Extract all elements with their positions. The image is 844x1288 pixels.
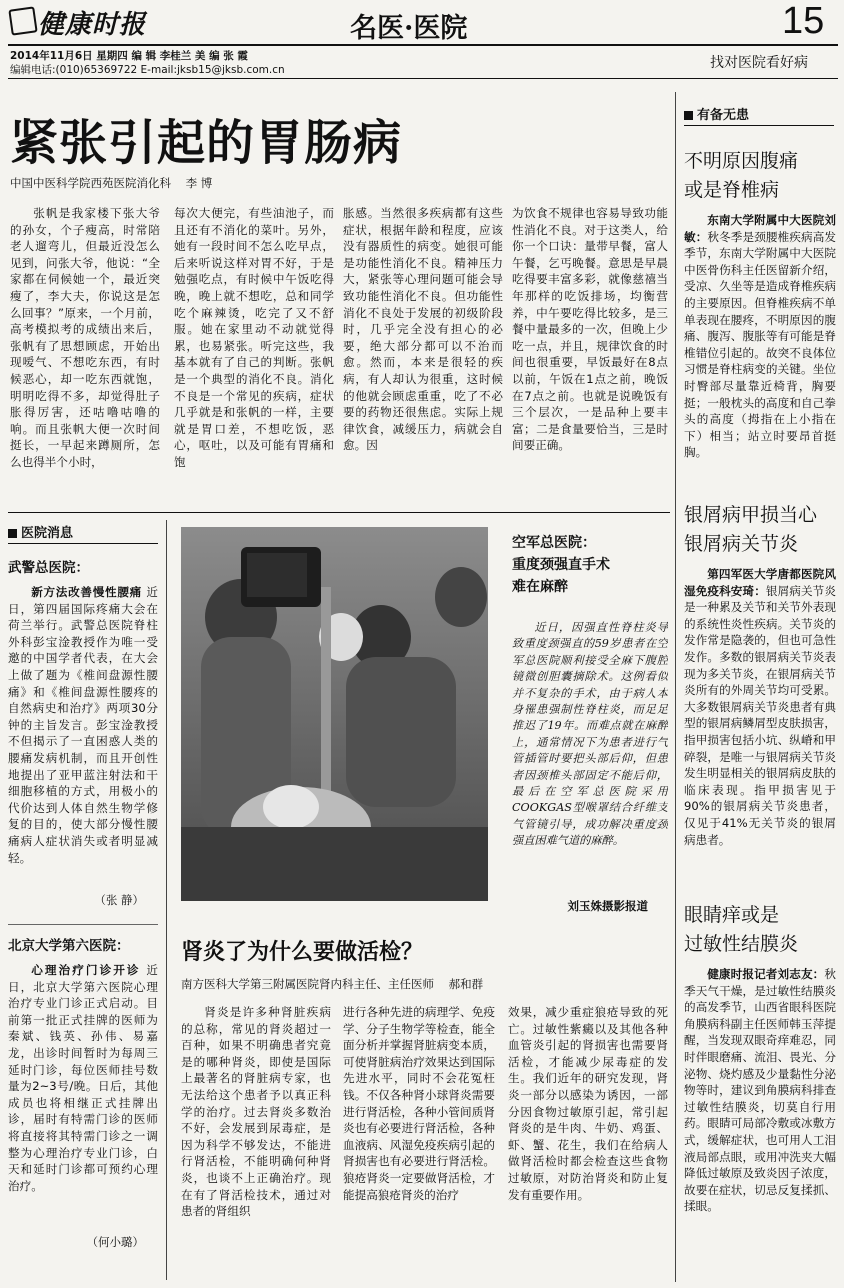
square-bullet-icon xyxy=(684,111,693,120)
logo-icon xyxy=(8,6,37,35)
main-article-col-1: 张帆是我家楼下张大爷的孙女，个子瘦高，时常陪老人遛弯儿，但最近没怎么见到，问张大爷，他说：“全家都在伺候她一个，最近突瘦了，李大夫，你说这是怎么回事？”原来，一个月前，高考模拟考的成绩出来后，张帆有了思想顾虑，开始出现嗳气、不想吃东西，有时候恶心，却一吃东西就饱，明明吃得不多，却觉得肚子胀得厉害，还咕噜咕噜的响。而且张帆大便一次时间挺长，一早起来蹲厕所，怎么也得半个小时， xyxy=(10,206,160,469)
main-article-col-2: 每次大便完，有些油池子，而且还有不消化的菜叶。另外，她有一段时间不怎么吃早点，后来听说这样对胃不好，于是勉强吃点，有时候中午饭吃得晚，晚上就不想吃，总和同学吃个麻辣烫，吃完了又不舒服。她在家里动不动就觉得累，也易紧张。听完这些，我基本就有了自己的判断。张帆是一个典型的消化不良。消化不良是一个常见的疾病，症状几乎就是和张帆的一样，主要就是胃口差，不想吃饭，恶心，呕吐，以及可能有胃痛和饱 xyxy=(174,206,334,469)
kidney-article-byline: 南方医科大学第三附属医院肾内科主任、主任医师 郝和群 xyxy=(181,977,484,991)
slogan: 找对医院看好病 xyxy=(710,55,808,71)
sidebar-2-lead: 第四军医大学唐都医院风湿免疫科安琦： xyxy=(684,567,836,598)
photo-story-text: 近日，因强直性脊柱炎导致重度颈强直的59岁患者在空军总医院顺利接受全麻下腹腔镜微创胆囊摘除术。这例看似并不复杂的手术，由于病人本身罹患强制性脊柱炎，而足足推迟了19年。而难点就在麻醉上，通常情况下为患者进行气管插管时要把头部后仰，但患者因颈椎头部固定不能后仰，最后在空军总医院采用COOKGAS型喉罩结合纤维支气管镜引导，成功解决重度颈强直困难气道的麻醉。 xyxy=(512,621,668,848)
news-item-2-headline: 心理治疗门诊开诊 xyxy=(31,963,141,977)
masthead-logo: 健康时报 xyxy=(38,10,147,40)
square-bullet-icon xyxy=(8,529,17,538)
news-item-2-author: （何小璐） xyxy=(86,1235,144,1249)
photo-story-headline-2: 重度颈强直手术 xyxy=(512,557,610,573)
news-item-1-author: （张 静） xyxy=(94,893,144,907)
main-article-byline: 中国中医科学院西苑医院消化科 李 博 xyxy=(10,176,213,190)
masthead xyxy=(0,0,844,80)
sidebar-article-2 xyxy=(684,500,836,898)
sidebar-header: 有备无患 xyxy=(684,104,834,126)
news-item-1 xyxy=(8,556,158,908)
section-title: 名医·医院 xyxy=(350,13,468,44)
main-article-col-3: 胀感。当然很多疾病都有这些症状，根据年龄和程度，应该没有器质性的病变。她很可能是功能性消化不良。精神压力大，紧张等心理问题可能会导致功能性消化不良。但功能性消化不良处于发展的初级阶段时，几乎完全没有担心的必要，绝大部分都可以不治而愈。然而，本来是很轻的疾病，有人却认为很重，这时候的他就会顾虑重重，吃了不必要的药物还很焦虑。实际上规律饮食，减缓压力，病就会自愈。因 xyxy=(343,206,503,453)
photo-story-headline-1: 空军总医院： xyxy=(512,535,596,551)
sidebar-1-title-2: 或是脊椎病 xyxy=(684,179,780,201)
sidebar-2-text: 银屑病关节炎是一种累及关节和关节外表现的系统性炎性疾病。关节炎的发作常是隐袭的，但也可急性发作。多数的银屑病关节炎表现为多关节炎，在银屑病关节炎所有的外周关节均可受累。大多数银屑病关节炎患者有典型的银屑病鳞屑型皮肤损害，指甲损害包括小坑、纵嵴和甲碎裂，是唯一与银屑病关节炎发生明显相关的银屑病皮肤的临床表现。指甲损害见于90%的银屑病关节炎患者，仅见于41%无关节炎的银屑病患者。 xyxy=(684,583,836,847)
sidebar-1-lead: 东南大学附属中大医院刘敏： xyxy=(684,213,836,244)
photo-story-credit: 刘玉姝摄影报道 xyxy=(567,899,648,913)
kidney-article-col-3: 效果，减少重症狼疮导致的死亡。过敏性紫癜以及其他各种血管炎引起的肾损害也需要肾活检，才能减少尿毒症的发生。我们近年的研究发现，肾炎一部分以感染为诱因，一部分因食物过敏原引起，常引起肾炎的是牛肉、牛奶、鸡蛋、虾、蟹、花生，我们在给病人做肾活检时都会检查这些食物过敏原，对防治肾炎和防止复发有重要作用。 xyxy=(508,1005,668,1202)
main-article-col-4: 为饮食不规律也容易导致功能性消化不良。对于这类人，给你一个口诀：量带早餐，富人午餐，乞丐晚餐。意思是早晨吃得要丰富多彩，就像慈禧当年那样的吃饭排场，均衡营养，中午要吃得比较多，是三餐中量最多的一次，但晚上少吃一点，并且，规律饮食的时间也很重要，早饭最好在8点以前，午饭在1点之前，晚饭在7点之前。也就是说晚饭有三个层次，一是品种上要丰富；二是食量要恰当，三是时间要正确。 xyxy=(512,206,668,453)
sidebar-3-text: 秋季天气干燥，是过敏性结膜炎的高发季节，山西省眼科医院角膜病科副主任医师韩玉萍提醒，当发现双眼奇痒难忍，同时伴眼磨痛、流泪、畏光、分泌物、烧灼感及少量黏性分泌物等时，建议到角膜病科排查过敏性结膜炎，切莫自行用药。眼睛可局部冷敷或冰敷方式，缓解症状，也可用人工泪液局部点眼，或用冲洗夹大幅降低过敏原及致炎因子浓度，故要在症状，切忌反复揉抓、揉眼。 xyxy=(684,967,836,1214)
sidebar-article-1 xyxy=(684,146,836,518)
surgery-photo-image xyxy=(181,527,488,901)
sidebar-1-title-1: 不明原因腹痛 xyxy=(684,150,799,172)
news-item-2 xyxy=(8,934,158,1250)
news-section-header: 医院消息 xyxy=(8,522,158,544)
news-item-1-text: 近日，第四届国际疼痛大会在荷兰举行。武警总医院脊柱外科彭宝淦教授作为唯一受邀的中国学者代表，在大会上做了题为《椎间盘源性腰痛》和《椎间盘源性腰疼的自然病史和治疗》两项30分钟的主旨发言。彭宝淦教授不但揭示了一直困惑人类的腰痛发病机制，而且开创性地提出了亚甲蓝注射法和干细胞移植的方式，用极小的代价达到人体自然生物学修复的目的，使大部分慢性腰痛病人症状消失或者明显减轻。 xyxy=(8,585,158,865)
sidebar-1-text: 秋冬季是颈腰椎疾病高发季节，东南大学附属中大医院中医骨伤科主任医留新介绍，受凉、久坐等是造成脊椎疾病的主要原因。但脊椎疾病不单单表现在腰疼，不明原因的腹痛、腹泻、腹胀等有可能是脊椎错位引起的。故突不良体位习惯是脊柱病变的关键。坐位时臀部尽量靠近椅背，胸要挺；一般枕头的高度和自己拳头的高度（拇指在上小指在下）相当；站立时要昂首挺胸。 xyxy=(684,229,836,460)
news-item-2-text: 近日，北京大学第六医院心理治疗专业门诊正式启动。目前第一批正式挂牌的医师为秦斌、钱英、孙伟、易嘉龙，出诊时间暂时为每周三延时门诊，每位医师挂号数量为2~3号/晚。日后，其他成员也将相继正式挂牌出诊，届时有特需门诊的医师将直接将其特需门诊之一调整为心理治疗专业门诊，白天和延时门诊都可预约心理治疗。 xyxy=(8,963,158,1193)
photo-story-headline-3: 难在麻醉 xyxy=(512,579,568,595)
news-item-2-org: 北京大学第六医院： xyxy=(8,938,130,954)
photo-story xyxy=(512,532,668,914)
contact-line: 编辑电话:(010)65369722 E-mail:jksb15@jksb.com.cn xyxy=(10,64,285,76)
kidney-article-title: 肾炎了为什么要做活检？ xyxy=(181,939,424,965)
news-item-1-headline: 新方法改善慢性腰痛 xyxy=(31,585,142,599)
sidebar-3-title-2: 过敏性结膜炎 xyxy=(684,933,799,955)
kidney-article-col-2: 进行各种先进的病理学、免疫学、分子生物学等检查，能全面分析并掌握肾脏病变本质，可使肾脏病治疗效果达到国际先进水平，同时不会花冤枉钱。不仅各种肾小球肾炎需要进行肾活检，各种小管间质肾炎也有必要进行肾活检，各种血液病、风湿免疫疾病引起的肾损害也有必要进行肾活检。狼疮肾炎一定要做肾活检，才能提高狼疮肾炎的治疗 xyxy=(343,1005,495,1202)
sidebar-3-lead: 健康时报记者刘志友： xyxy=(707,967,825,981)
kidney-article-col-1: 肾炎是许多种肾脏疾病的总称，常见的肾炎超过一百种，如果不明确患者究竟是的哪种肾炎，即使是国际上最著名的肾脏病专家，也无法给这个患者予以真正科学的治疗。过去肾炎多数治不好，会发展到尿毒症，是因为科学不够发达，不能进行肾活检，不能明确何种肾炎，也谈不上正确治疗。现在有了肾活检技术，通过对患者的肾组织 xyxy=(181,1005,331,1219)
page-number: 15 xyxy=(782,0,825,42)
surgery-photo xyxy=(181,527,488,901)
main-article-title: 紧张引起的胃肠病 xyxy=(10,115,403,171)
sidebar-2-title-2: 银屑病关节炎 xyxy=(684,533,799,555)
sidebar-article-3 xyxy=(684,900,836,1282)
sidebar-2-title-1: 银屑病甲损当心 xyxy=(684,504,818,526)
meta-line: 2014年11月6日 星期四 编 辑 李桂兰 美 编 张 霞 xyxy=(10,50,248,62)
news-item-1-org: 武警总医院： xyxy=(8,560,89,576)
sidebar-3-title-1: 眼睛痒或是 xyxy=(684,904,780,926)
